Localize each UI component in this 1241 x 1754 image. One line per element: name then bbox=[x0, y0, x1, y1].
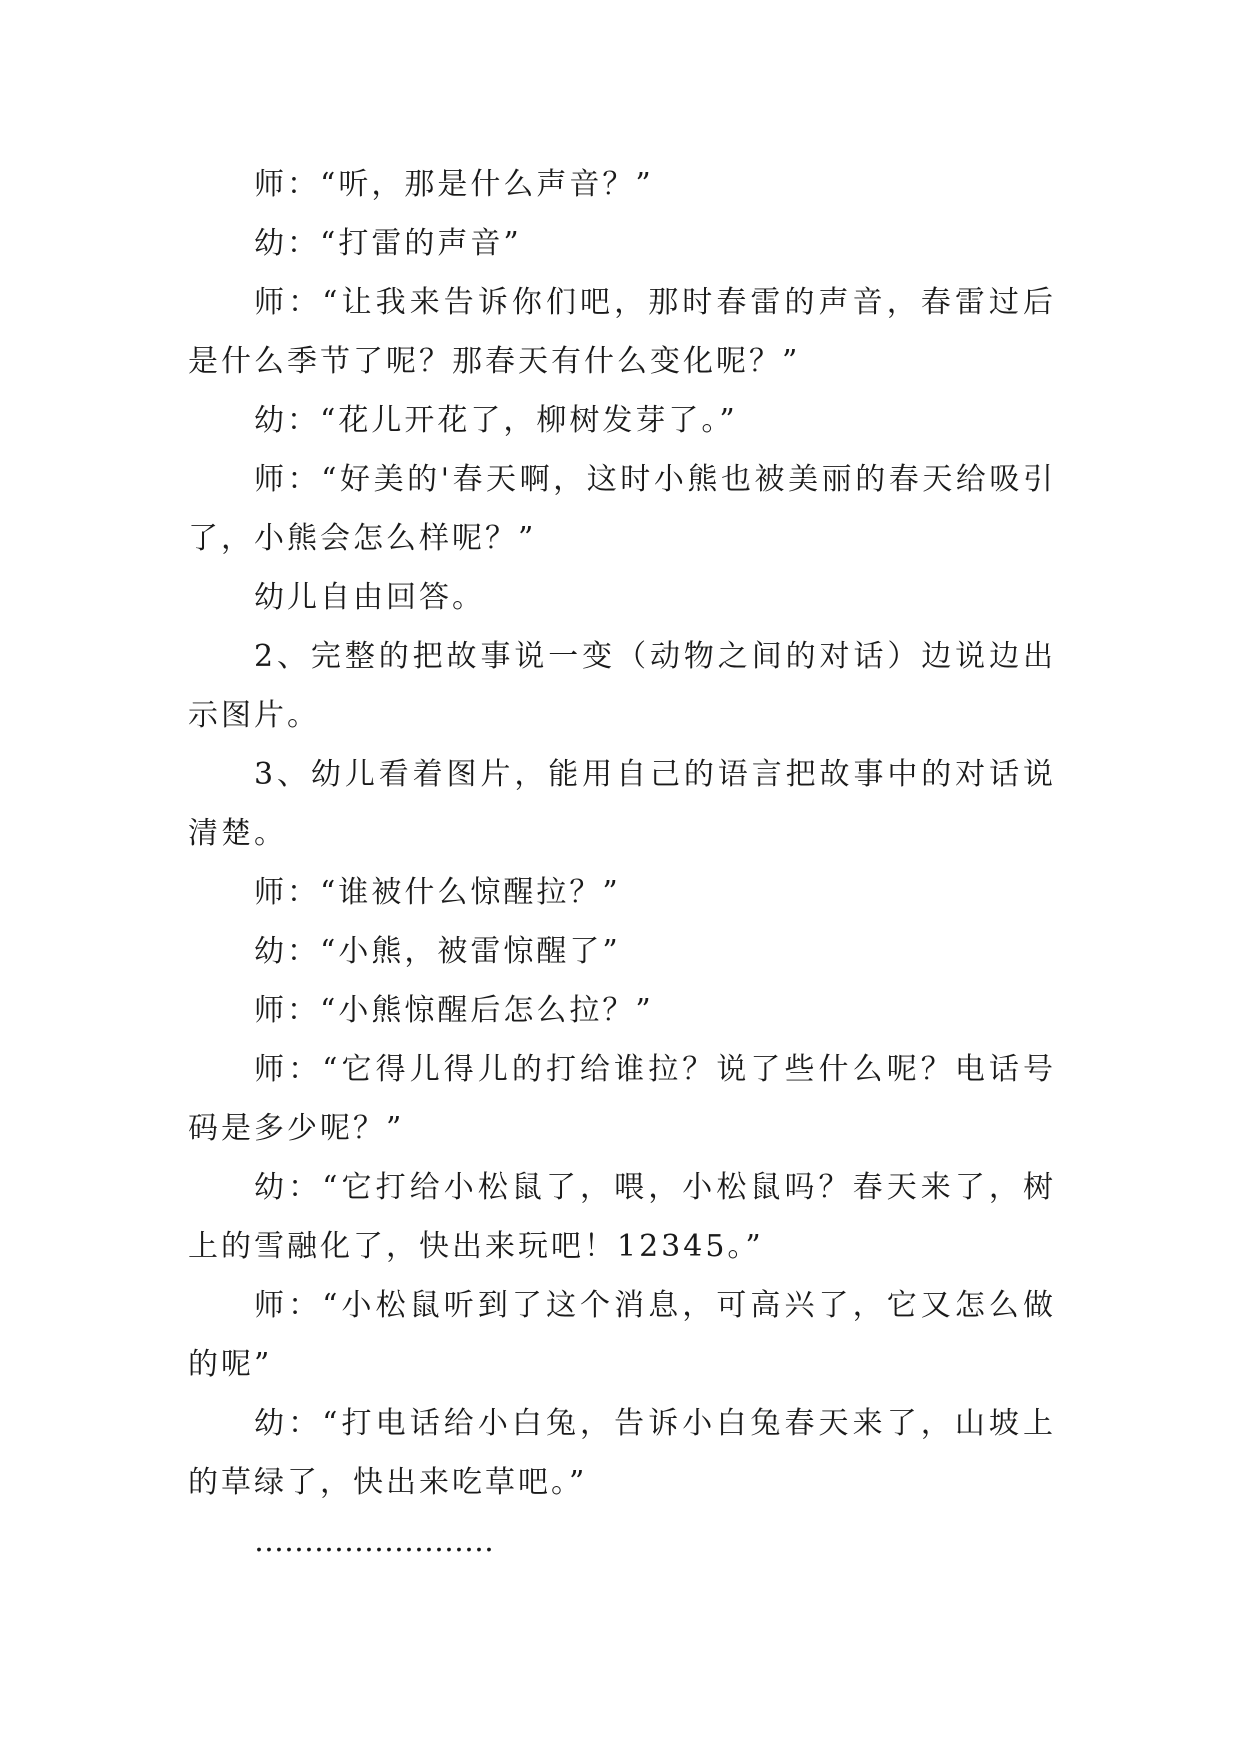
paragraph: 师：“小熊惊醒后怎么拉？” bbox=[254, 993, 654, 1028]
paragraph: 幼儿自由回答。 bbox=[254, 580, 485, 615]
paragraph: 师：“听，那是什么声音？” bbox=[254, 167, 654, 202]
document-body bbox=[188, 155, 1056, 1571]
paragraph: 师：“好美的'春天啊，这时小熊也被美丽的春天给吸引了，小熊会怎么样呢？” bbox=[188, 462, 1056, 556]
paragraph: 3、幼儿看着图片，能用自己的语言把故事中的对话说清楚。 bbox=[188, 757, 1056, 851]
paragraph: 幼：“打电话给小白兔，告诉小白兔春天来了，山坡上的草绿了，快出来吃草吧。” bbox=[188, 1406, 1056, 1500]
paragraph: 师：“它得儿得儿的打给谁拉？说了些什么呢？电话号码是多少呢？” bbox=[188, 1052, 1056, 1146]
paragraph: 师：“谁被什么惊醒拉？” bbox=[254, 875, 621, 910]
paragraph: 幼：“花儿开花了，柳树发芽了。” bbox=[254, 403, 738, 438]
paragraph: 幼：“打雷的声音” bbox=[254, 226, 522, 261]
paragraph: 师：“让我来告诉你们吧，那时春雷的声音，春雷过后是什么季节了呢？那春天有什么变化呢？” bbox=[188, 285, 1056, 379]
paragraph: 2、完整的把故事说一变（动物之间的对话）边说边出示图片。 bbox=[188, 639, 1056, 733]
paragraph: 师：“小松鼠听到了这个消息，可高兴了，它又怎么做的呢” bbox=[188, 1288, 1056, 1382]
ellipsis-line: …………………… bbox=[254, 1524, 494, 1559]
paragraph: 幼：“小熊，被雷惊醒了” bbox=[254, 934, 621, 969]
paragraph: 幼：“它打给小松鼠了，喂，小松鼠吗？春天来了，树上的雪融化了，快出来玩吧！12345。” bbox=[188, 1170, 1056, 1264]
